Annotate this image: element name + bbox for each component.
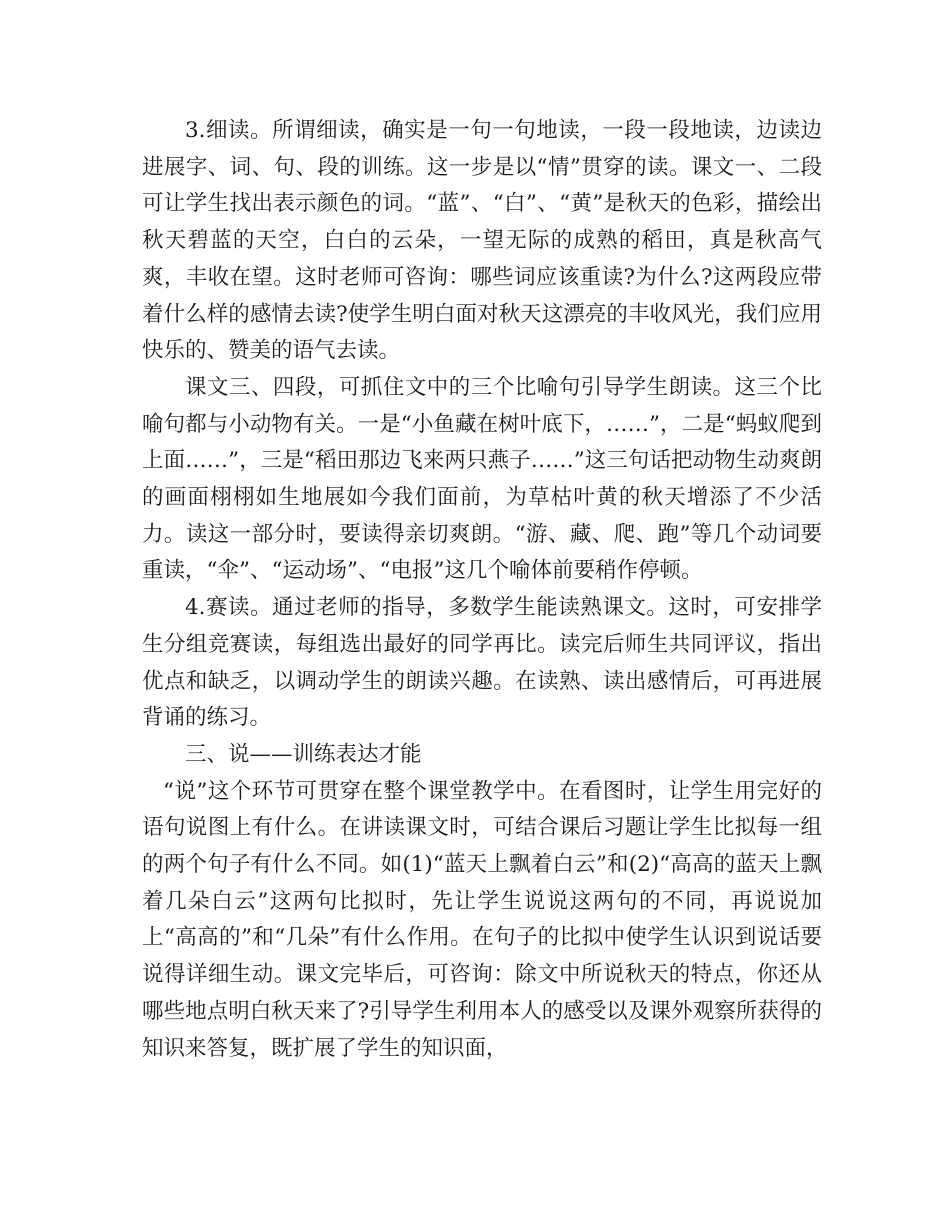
section-heading-speaking: 三、说——训练表达才能 bbox=[185, 741, 422, 767]
document-page bbox=[142, 113, 822, 1067]
paragraph-fine-reading: 3.细读。所谓细读，确实是一句一句地读，一段一段地读，边读边进展字、词、句、段的训练。这一步是以“情”贯穿的读。课文一、二段可让学生找出表示颜色的词。“蓝”、“白”、“黄”是秋天的色彩，描绘出秋天碧蓝的天空，白白的云朵，一望无际的成熟的稻田，真是秋高气爽，丰收在望。这时老师可咨询：哪些词应该重读?为什么?这两段应带着什么样的感情去读?使学生明白面对秋天这漂亮的丰收风光，我们应用快乐的、赞美的语气去读。 bbox=[142, 118, 822, 364]
paragraph-speaking: “说”这个环节可贯穿在整个课堂教学中。在看图时，让学生用完好的语句说图上有什么。在讲读课文时，可结合课后习题让学生比拟每一组的两个句子有什么不同。如(1)“蓝天上飘着白云”和(2)“高高的蓝天上飘着几朵白云”这两句比拟时，先让学生说说这两句的不同，再说说加上“高高的”和“几朵”有什么作用。在句子的比拟中使学生认识到说话要说得详细生动。课文完毕后，可咨询：除文中所说秋天的特点，你还从哪些地点明白秋天来了?引导学生利用本人的感受以及课外观察所获得的知识来答复，既扩展了学生的知识面， bbox=[142, 778, 822, 1061]
paragraph-competition-reading: 4.赛读。通过老师的指导，多数学生能读熟课文。这时，可安排学生分组竞赛读，每组选出最好的同学再比。读完后师生共同评议，指出优点和缺乏，以调动学生的朗读兴趣。在读熟、读出感情后，可再进展背诵的练习。 bbox=[142, 595, 822, 731]
paragraph-metaphor-reading: 课文三、四段，可抓住文中的三个比喻句引导学生朗读。这三个比喻句都与小动物有关。一是“小鱼藏在树叶底下，……”，二是“蚂蚁爬到上面……”，三是“稻田那边飞来两只燕子……”这三句话把动物生动爽朗的画面栩栩如生地展如今我们面前，为草枯叶黄的秋天增添了不少活力。读这一部分时，要读得亲切爽朗。“游、藏、爬、跑”等几个动词要重读，“伞”、“运动场”、“电报”这几个喻体前要稍作停顿。 bbox=[142, 374, 822, 584]
